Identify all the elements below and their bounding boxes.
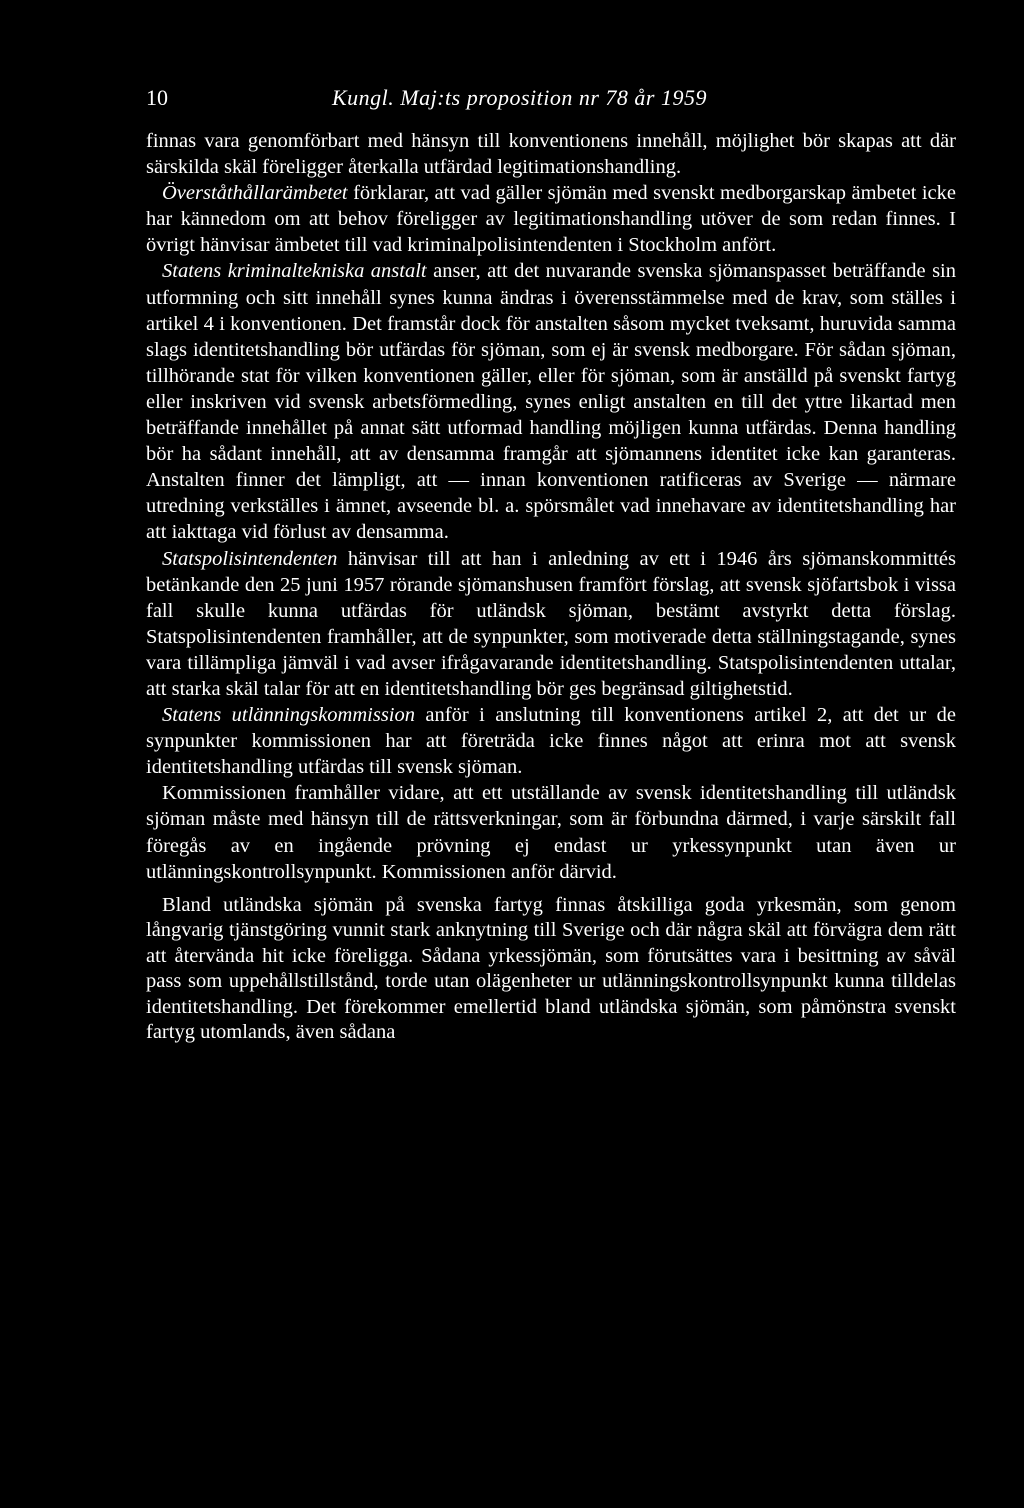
paragraph-text: förklarar, att vad gäller sjömän med svenskt medborgarskap ämbetet icke har kännedom om att behov föreligger av legitimationshandling utöver de som redan finnes. I övrigt hänvisar ämbetet till vad kriminalpolisintendenten i Stockholm anfört. — [146, 182, 956, 257]
paragraph-lead: Statens utlänningskommission — [162, 704, 416, 727]
paragraph-kriminaltekniska-anstalt — [146, 258, 956, 545]
paragraph-lead: Statspolisintendenten — [162, 547, 338, 570]
body-text — [146, 128, 956, 1046]
paragraph-text: hänvisar till att han i anledning av ett i 1946 års sjömanskommittés betänkande den 25 juni 1957 rörande sjömanshusen framfört förslag, att svensk sjöfartsbok i vissa fall skulle kunna utfärdas för utländsk sjöman, bestämt avstyrkt detta förslag. Statspolisintendenten framhåller, att de synpunkter, som motiverade detta ställningstagande, synes vara tillämpliga jämväl i vad avser ifrågavarande identitetshandling. Statspolisintendenten uttalar, att starka skäl talar för att en identitetshandling bör ges begränsad giltighetstid. — [146, 547, 956, 700]
paragraph-kommissionen-framhaller — [146, 780, 956, 884]
paragraph-lead: Statens kriminaltekniska anstalt — [162, 260, 427, 283]
paragraph-text: anser, att det nuvarande svenska sjömanspasset beträffande sin utformning och sitt innehåll synes kunna ändras i överensstämmelse med de krav, som ställes i artikel 4 i konventionen. Det framstår dock för anstalten såsom mycket tveksamt, huruvida samma slags identitetshandling bör utfärdas för sjöman, som ej är svensk medborgare. För sådan sjöman, tillhörande stat för vilken konventionen gäller, eller för sjöman, som är anställd på svenskt fartyg eller inskriven vid svensk arbetsförmedling, synes enligt anstalten en till det yttre likartad men beträffande innehållet på annat sätt utformad handling möjligen kunna utfärdas. Denna handling bör ha sådant innehåll, att av densamma framgår att sjömannens identitet icke kan garanteras. Anstalten finner det lämpligt, att — innan konventionen ratificeras av Sverige — närmare utredning verkställes i ämnet, avseende bl. a. spörsmålet vad innehavare av identitetshandling har att iakttaga vid förlust av densamma. — [146, 260, 956, 544]
running-title: Kungl. Maj:ts proposition nr 78 år 1959 — [332, 85, 707, 110]
paragraph-lead: Överståthållarämbetet — [162, 182, 348, 205]
paragraph-quoted-block — [146, 893, 956, 1046]
paragraph-utlanningskommission — [146, 702, 956, 780]
paragraph-text: finnas vara genomförbart med hänsyn till konventionens innehåll, möjlighet bör skapas att där särskilda skäl föreligger återkalla utfärdad legitimationshandling. — [146, 130, 956, 179]
paragraph-continuation — [146, 128, 956, 180]
page-number: 10 — [146, 85, 168, 110]
paragraph-text: Kommissionen framhåller vidare, att ett utställande av svensk identitetshandling till utländsk sjöman måste med hänsyn till de rättsverkningar, som är förbundna därmed, i varje särskilt fall föregås av en ingående prövning ej endast ur yrkessynpunkt utan även ur utlänningskontrollsynpunkt. Kommissionen anför därvid. — [146, 782, 956, 883]
page-header — [146, 83, 956, 113]
paragraph-overstathallarambetet — [146, 180, 956, 258]
paragraph-text: Bland utländska sjömän på svenska fartyg finnas åtskilliga goda yrkesmän, som genom långvarig tjänstgöring vunnit stark anknytning till Sverige och där några skäl att förvägra dem rätt att återvända hit icke föreligga. Sådana yrkessjömän, som förutsättes vara i besittning av såväl pass som uppehållstillstånd, torde utan olägenheter ur utlänningskontrollsynpunkt kunna tilldelas identitetshandling. Det förekommer emellertid bland utländska sjömän, som påmönstra svenskt fartyg utomlands, även sådana — [146, 893, 956, 1044]
paragraph-statspolisintendenten — [146, 546, 956, 703]
paragraph-text: anför i anslutning till konventionens artikel 2, att det ur de synpunkter kommissionen har att företräda icke finnes något att erinra mot att svensk identitetshandling utfärdas till svensk sjöman. — [146, 704, 957, 779]
